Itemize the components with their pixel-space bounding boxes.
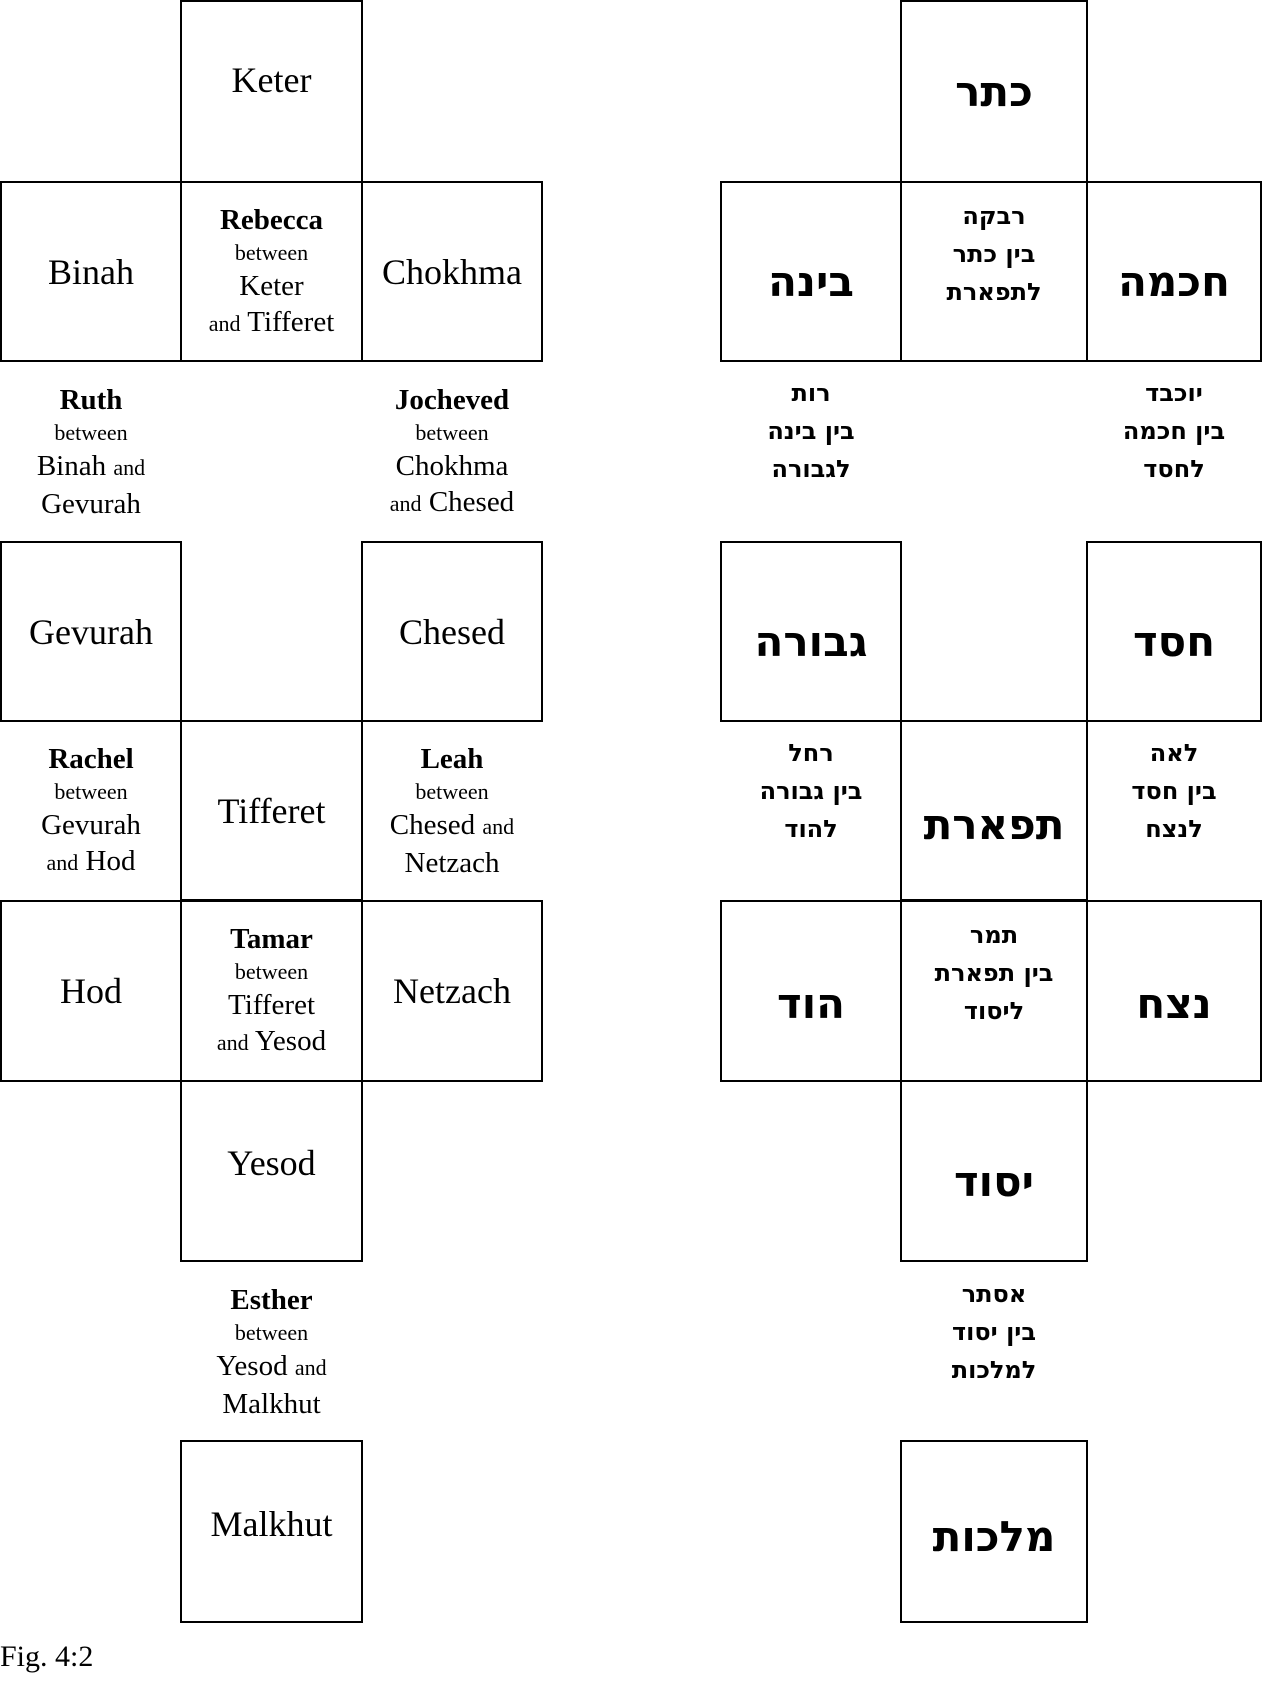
between-line-hebrew: בין יסוד bbox=[951, 1318, 1037, 1346]
sefira-box-tifferet-hebrew bbox=[900, 720, 1088, 901]
and-label: and bbox=[389, 491, 422, 516]
between-line-hebrew: בין תפארת bbox=[934, 959, 1054, 987]
between-line-hebrew: בין חכמה bbox=[1122, 417, 1226, 445]
sefira-ref: Gevurah bbox=[41, 488, 141, 520]
sefira-label-keter-hebrew: כתר bbox=[955, 67, 1033, 116]
sefira-box-chesed-hebrew bbox=[1086, 541, 1262, 722]
sefira-ref: Yesod bbox=[216, 1350, 288, 1382]
and-label: and bbox=[46, 849, 79, 875]
to-line-hebrew: לתפארת bbox=[946, 278, 1042, 306]
matriarch-esther bbox=[180, 1262, 363, 1442]
to-line-hebrew: להוד bbox=[784, 815, 838, 843]
matriarch-name-jocheved: Jocheved bbox=[394, 384, 510, 416]
matriarch-jocheved bbox=[361, 362, 543, 542]
sefira-label-hod-hebrew: הוד bbox=[777, 978, 845, 1028]
sefira-ref: Malkhut bbox=[222, 1388, 321, 1420]
matriarch-name-tamar: Tamar bbox=[230, 923, 313, 955]
matriarch-jocheved-hebrew bbox=[1086, 374, 1262, 494]
sefira-label-tifferet-hebrew: תפארת bbox=[923, 800, 1065, 849]
sefira-box-chokhma bbox=[361, 181, 543, 362]
and-label: and bbox=[294, 1355, 327, 1380]
matriarch-name-ruth: Ruth bbox=[59, 384, 123, 416]
sefira-label-binah: Binah bbox=[48, 251, 134, 292]
sefira-label-chokhma: Chokhma bbox=[382, 251, 522, 292]
sefira-ref: Tifferet bbox=[247, 305, 335, 338]
between-line-hebrew: בין גבורה bbox=[759, 777, 863, 805]
sefira-ref: Chesed bbox=[428, 486, 515, 518]
and-label: and bbox=[482, 813, 515, 839]
matriarch-ruth bbox=[0, 362, 182, 542]
and-label: and bbox=[113, 455, 146, 480]
matriarch-box-tamar-hebrew bbox=[900, 900, 1088, 1082]
sefira-ref: Chokhma bbox=[395, 450, 509, 482]
between-line-hebrew: בין כתר bbox=[952, 240, 1036, 268]
sefira-ref: Binah bbox=[36, 450, 107, 482]
sefira-box-keter-hebrew bbox=[900, 0, 1088, 183]
sefira-box-netzach-hebrew bbox=[1086, 900, 1262, 1082]
between-label: between bbox=[415, 778, 489, 804]
sefira-box-yesod bbox=[180, 1080, 363, 1262]
and-label: and bbox=[208, 310, 241, 336]
to-line-hebrew: לחסד bbox=[1143, 455, 1205, 483]
figure-caption: Fig. 4:2 bbox=[0, 1640, 94, 1673]
sefira-label-yesod: Yesod bbox=[227, 1143, 316, 1183]
matriarch-box-rebecca bbox=[180, 181, 363, 362]
to-line-hebrew: למלכות bbox=[951, 1356, 1037, 1384]
sefira-ref-line bbox=[37, 448, 145, 486]
matriarch-ruth-hebrew bbox=[720, 374, 902, 494]
sefira-ref: Tifferet bbox=[228, 989, 315, 1021]
sefira-label-malkhut-hebrew: מלכות bbox=[932, 1512, 1056, 1561]
to-line-hebrew: ליסוד bbox=[963, 997, 1025, 1025]
between-label: between bbox=[54, 778, 128, 804]
matriarch-name-rachel: Rachel bbox=[48, 742, 134, 775]
sefira-label-chokhma-hebrew: חכמה bbox=[1118, 257, 1230, 306]
sefira-label-gevurah-hebrew: גבורה bbox=[754, 617, 868, 666]
matriarch-name-esther: Esther bbox=[230, 1284, 313, 1316]
matriarch-name-rebecca: Rebecca bbox=[219, 203, 324, 236]
sefira-box-binah-hebrew bbox=[720, 181, 902, 362]
matriarch-box-tamar bbox=[180, 900, 363, 1082]
matriarch-name-esther-hebrew: אסתר bbox=[961, 1280, 1027, 1308]
between-label: between bbox=[234, 1320, 309, 1345]
sefira-label-tifferet: Tifferet bbox=[217, 790, 326, 831]
between-line-hebrew: בין בינה bbox=[767, 417, 855, 445]
sefira-label-malkhut: Malkhut bbox=[210, 1503, 333, 1544]
matriarch-box-rebecca-hebrew bbox=[900, 181, 1088, 362]
matriarch-rachel bbox=[0, 720, 182, 901]
matriarch-name-tamar-hebrew: תמר bbox=[969, 921, 1019, 949]
sefira-box-hod bbox=[0, 900, 182, 1082]
sefira-ref: Keter bbox=[239, 269, 304, 302]
matriarch-name-jocheved-hebrew: יוכבד bbox=[1145, 379, 1203, 407]
sefira-label-chesed: Chesed bbox=[399, 611, 505, 652]
sefira-box-chesed bbox=[361, 541, 543, 722]
matriarch-name-rachel-hebrew: רחל bbox=[788, 739, 834, 767]
sefira-ref-line bbox=[47, 843, 136, 881]
sefira-label-keter: Keter bbox=[231, 59, 312, 100]
sefira-label-chesed-hebrew: חסד bbox=[1132, 617, 1216, 666]
sefira-ref: Yesod bbox=[254, 1025, 327, 1057]
matriarch-leah-hebrew bbox=[1086, 734, 1262, 854]
matriarch-name-leah: Leah bbox=[420, 742, 484, 775]
matriarch-esther-hebrew bbox=[900, 1275, 1088, 1395]
sefira-ref-line bbox=[390, 484, 514, 522]
matriarch-name-leah-hebrew: לאה bbox=[1149, 739, 1199, 767]
sefira-label-netzach: Netzach bbox=[393, 971, 511, 1011]
sefira-ref: Chesed bbox=[389, 808, 476, 841]
matriarch-leah bbox=[361, 720, 543, 901]
matriarch-name-rebecca-hebrew: רבקה bbox=[962, 202, 1026, 230]
sefira-label-binah-hebrew: בינה bbox=[768, 257, 854, 306]
sefira-box-tifferet bbox=[180, 720, 363, 901]
sefira-ref: Gevurah bbox=[41, 808, 141, 841]
sefira-box-gevurah bbox=[0, 541, 182, 722]
between-label: between bbox=[234, 959, 309, 984]
sefira-box-chokhma-hebrew bbox=[1086, 181, 1262, 362]
sefira-label-hod: Hod bbox=[60, 971, 122, 1011]
to-line-hebrew: לנצח bbox=[1145, 815, 1203, 843]
sefira-ref-line bbox=[217, 1023, 326, 1061]
sefira-label-yesod-hebrew: יסוד bbox=[953, 1156, 1035, 1206]
sefira-box-netzach bbox=[361, 900, 543, 1082]
sefira-box-malkhut-hebrew bbox=[900, 1440, 1088, 1623]
and-label: and bbox=[216, 1030, 249, 1055]
sefira-box-malkhut bbox=[180, 1440, 363, 1623]
sefira-box-keter bbox=[180, 0, 363, 183]
matriarch-rachel-hebrew bbox=[720, 734, 902, 854]
sefira-ref-line bbox=[209, 304, 335, 342]
to-line-hebrew: לגבורה bbox=[771, 455, 851, 483]
between-label: between bbox=[54, 420, 128, 445]
sefira-box-hod-hebrew bbox=[720, 900, 902, 1082]
between-label: between bbox=[415, 420, 489, 445]
sefira-label-gevurah: Gevurah bbox=[29, 611, 153, 652]
sefira-box-binah bbox=[0, 181, 182, 362]
sefira-ref-line bbox=[216, 1348, 326, 1386]
sefira-ref-line bbox=[390, 807, 514, 845]
sefira-label-netzach-hebrew: נצח bbox=[1136, 978, 1212, 1028]
matriarch-name-ruth-hebrew: רות bbox=[791, 379, 831, 407]
sefira-box-yesod-hebrew bbox=[900, 1080, 1088, 1262]
sefira-box-gevurah-hebrew bbox=[720, 541, 902, 722]
sefira-ref: Netzach bbox=[404, 846, 500, 879]
between-line-hebrew: בין חסד bbox=[1131, 777, 1217, 805]
between-label: between bbox=[234, 239, 309, 265]
sefira-ref: Hod bbox=[85, 844, 136, 877]
